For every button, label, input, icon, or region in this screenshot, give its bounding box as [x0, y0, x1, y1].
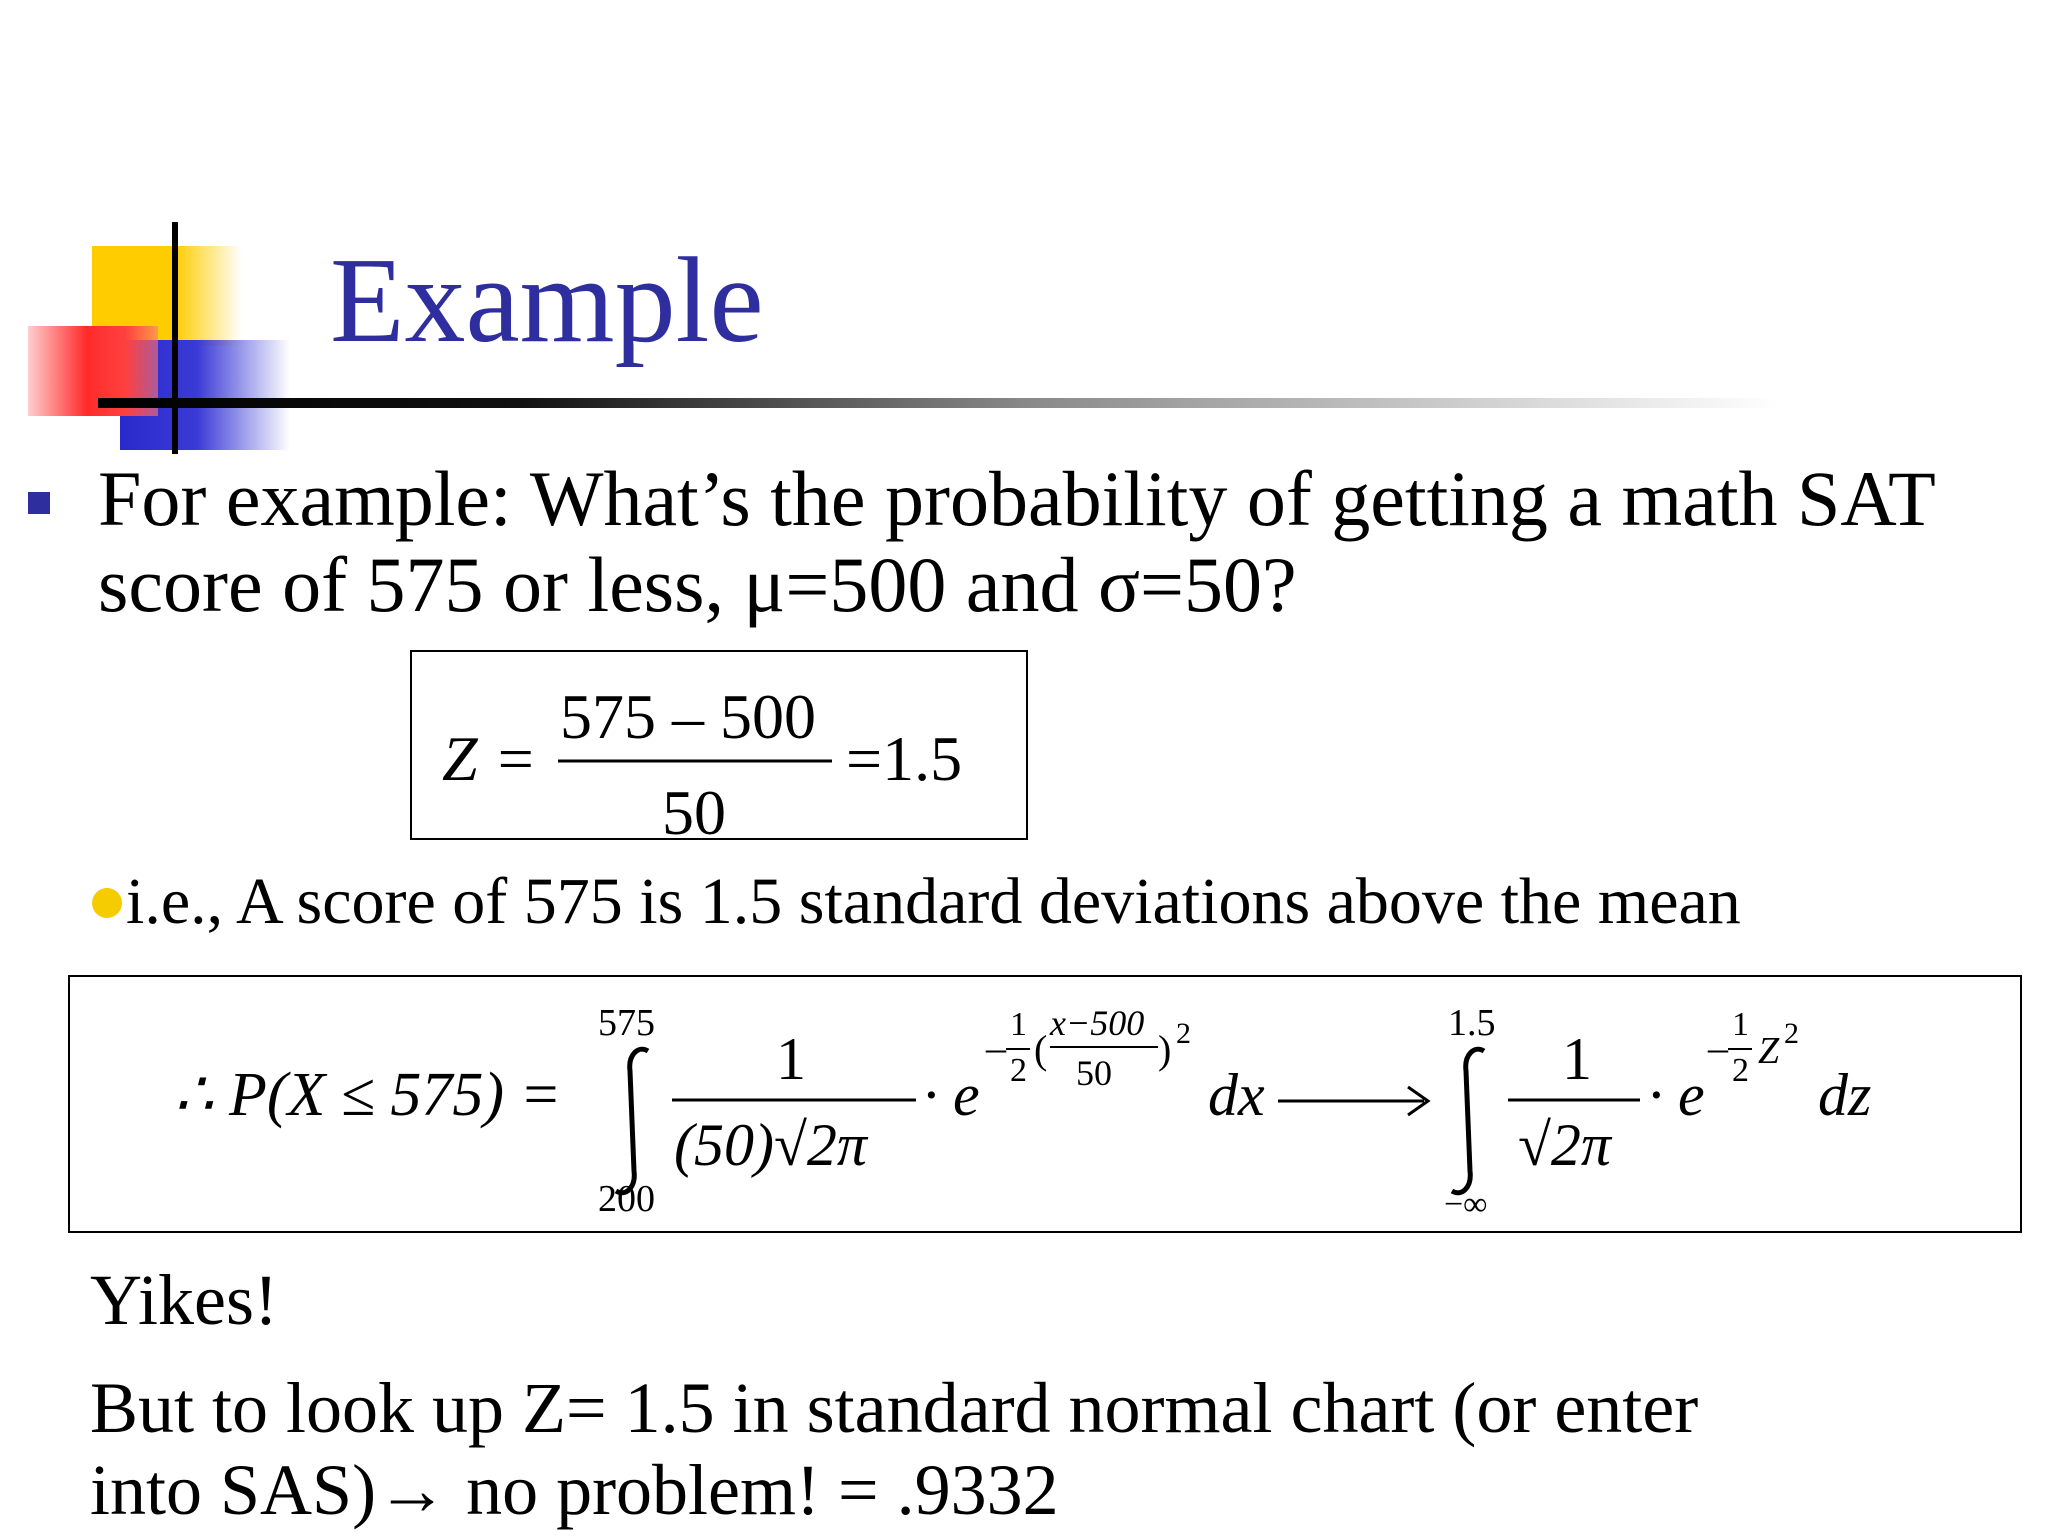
round-bullet-icon — [92, 888, 122, 918]
exponential-2: · e — [1648, 1062, 1705, 1128]
probability-lhs: ∴ P(X ≤ 575) = — [174, 1061, 562, 1129]
fraction-2-denominator: √2π — [1518, 1112, 1611, 1178]
integral-2-upper-limit: 1.5 — [1448, 1002, 1496, 1044]
exponent-1-power: 2 — [1176, 1017, 1191, 1050]
slide-title: Example — [330, 233, 764, 368]
exponent-2-variable: Z — [1758, 1030, 1780, 1072]
fraction-1-denominator: (50)√2π — [674, 1112, 867, 1178]
integral-1-upper-limit: 575 — [598, 1002, 655, 1044]
fraction-2-numerator: 1 — [1562, 1026, 1592, 1092]
integral-2-lower-limit: −∞ — [1444, 1186, 1488, 1223]
title-decoration-vertical-line — [172, 222, 178, 454]
exponent-1-coef-num: 1 — [1010, 1006, 1027, 1043]
differential-dz: dz — [1818, 1062, 1872, 1128]
exponent-1-coef-den: 2 — [1010, 1052, 1027, 1089]
question-line-1: For example: What’s the probability of getting a math SAT — [98, 455, 1936, 542]
exponential-1: · e — [923, 1062, 980, 1128]
integral-sign-2 — [1452, 1049, 1484, 1193]
exponent-2-coef-den: 2 — [1732, 1052, 1749, 1089]
exponent-1-inner-num: x−500 — [1050, 1003, 1145, 1043]
note-text: i.e., A score of 575 is 1.5 standard deviations above the mean — [126, 865, 1741, 938]
question-line-2: score of 575 or less, μ=500 and σ=50? — [98, 541, 1297, 628]
exponent-1-close-paren: ) — [1158, 1027, 1172, 1072]
z-formula-numerator: 575 – 500 — [560, 681, 816, 752]
integral-1-lower-limit: 200 — [598, 1178, 655, 1220]
exponent-2-minus: – — [1708, 1025, 1728, 1070]
exponent-1-minus: – — [986, 1025, 1006, 1070]
z-formula-denominator: 50 — [662, 777, 726, 840]
square-bullet-icon — [28, 492, 50, 514]
z-formula — [410, 650, 1028, 840]
conclusion-line-2: into SAS)→ no problem! = .9332 — [90, 1450, 1059, 1530]
z-formula-lhs: Z = — [442, 723, 537, 794]
conclusion-line-1: But to look up Z= 1.5 in standard normal chart (or enter — [90, 1368, 1699, 1448]
exponent-2-coef-num: 1 — [1732, 1006, 1749, 1043]
probability-formula — [68, 975, 2022, 1233]
z-formula-result: =1.5 — [846, 723, 963, 794]
exponent-1-inner-den: 50 — [1076, 1053, 1112, 1093]
differential-dx: dx — [1208, 1062, 1265, 1128]
exponent-1-open-paren: ( — [1034, 1027, 1048, 1072]
title-underline — [98, 398, 1778, 408]
exponent-2-power: 2 — [1784, 1017, 1799, 1050]
yikes-text: Yikes! — [90, 1260, 278, 1340]
integral-sign-1 — [616, 1049, 648, 1193]
fraction-1-numerator: 1 — [776, 1026, 806, 1092]
